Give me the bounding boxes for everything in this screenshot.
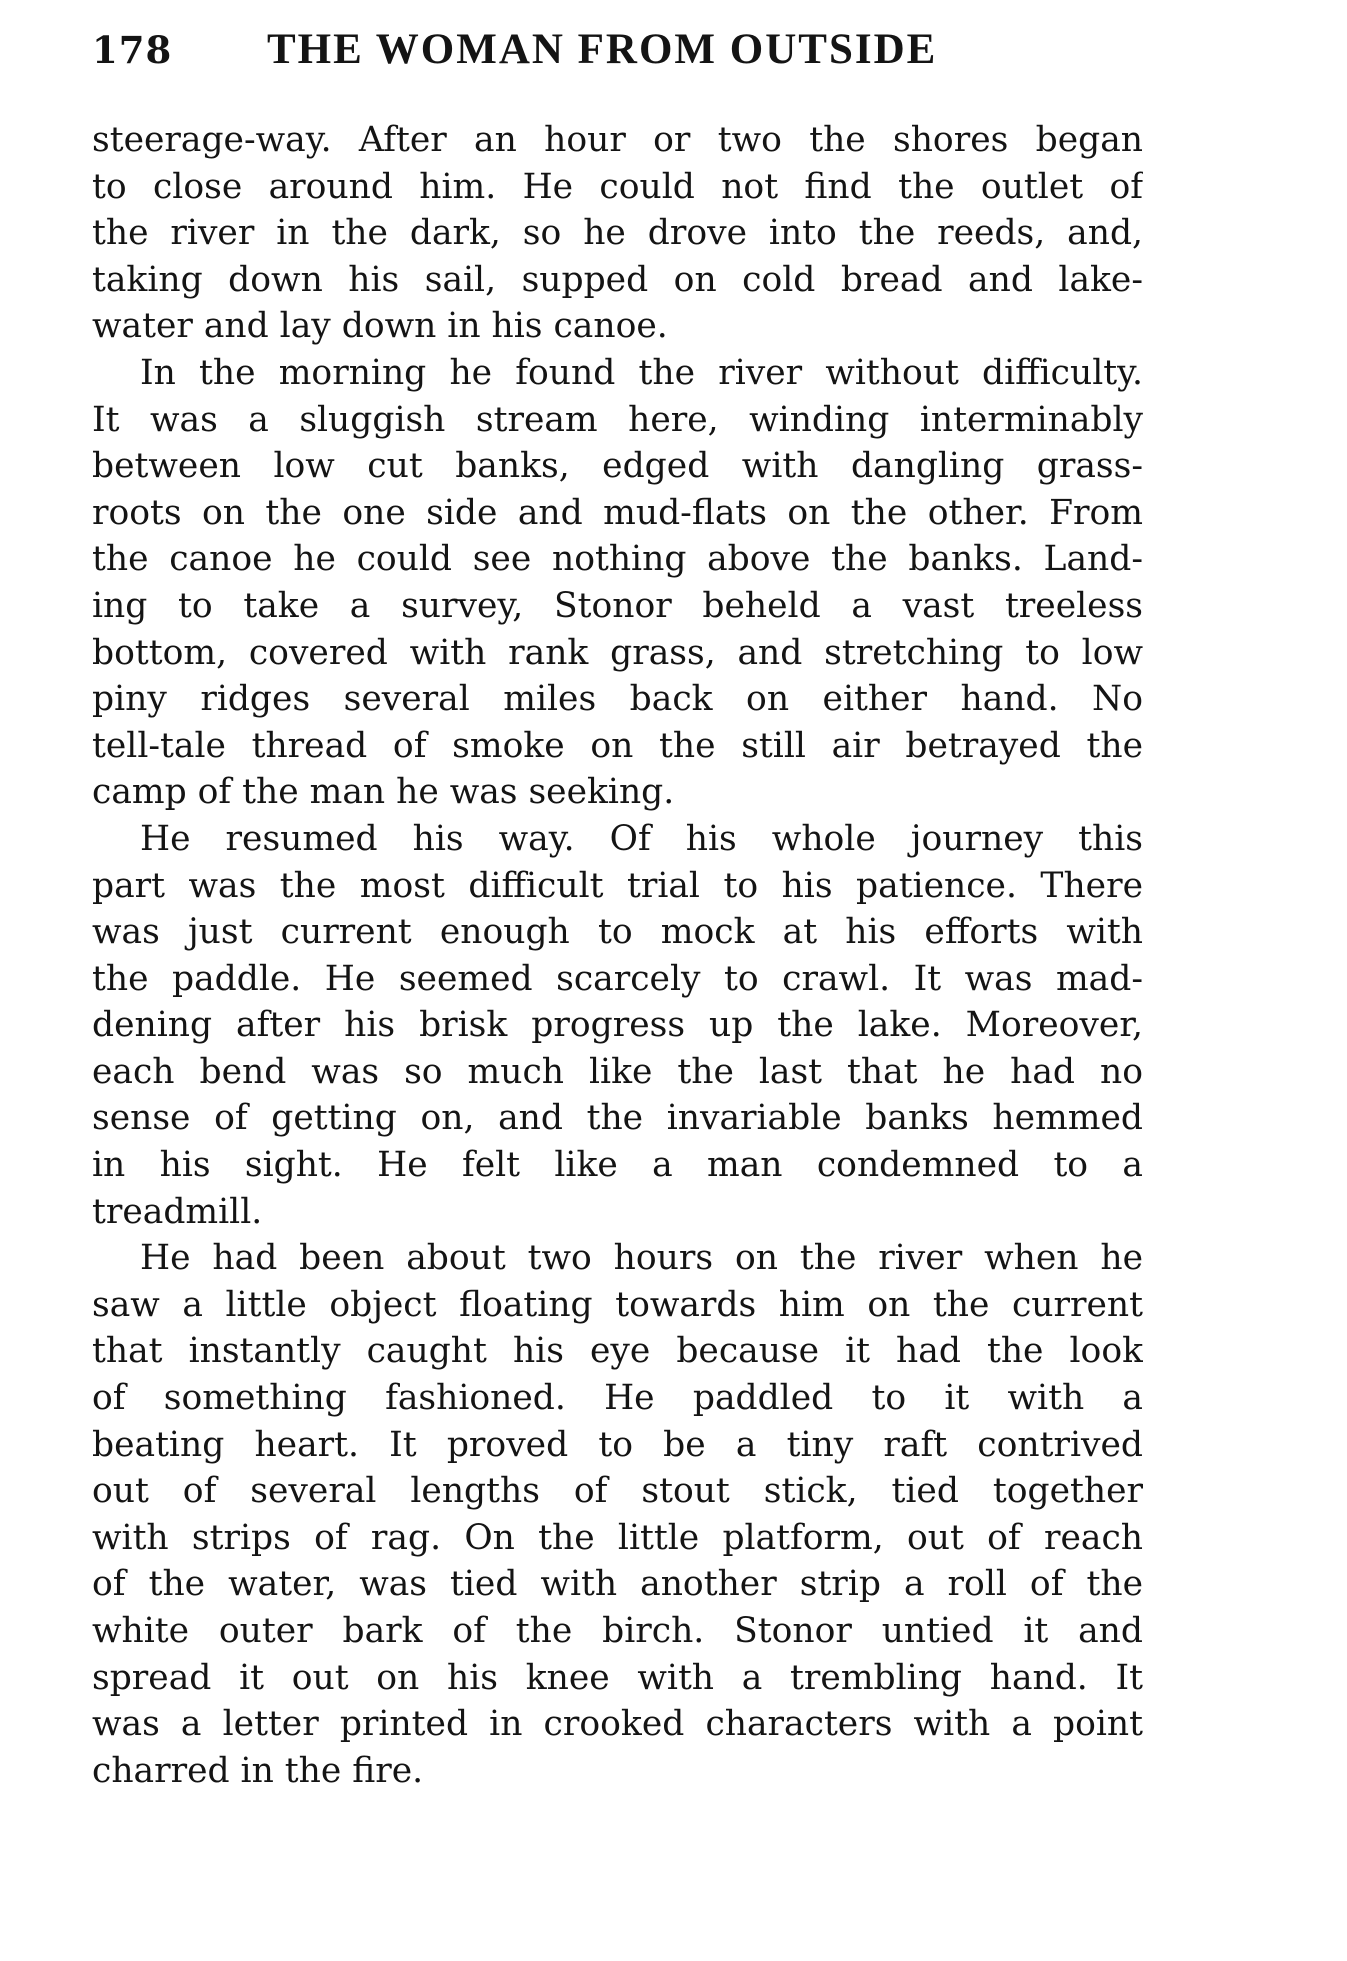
text-line: steerage-way. After an hour or two the shores began xyxy=(92,120,1143,160)
text-line: with strips of rag. On the little platform, out of reach xyxy=(92,1517,1143,1558)
text-line: the river in the dark, so he drove into the reeds, and, xyxy=(92,213,1143,254)
text-line: the paddle. He seemed scarcely to crawl. It was mad- xyxy=(92,958,1143,999)
text-line: piny ridges several miles back on either hand. No xyxy=(92,679,1143,720)
text-line: was just current enough to mock at his efforts with xyxy=(92,912,1143,953)
text-line: of the water, was tied with another strip a roll of the xyxy=(92,1564,1143,1605)
text-line: each bend was so much like the last that he had no xyxy=(92,1051,1143,1092)
text-line: saw a little object floating towards him on the current xyxy=(92,1284,1143,1325)
text-line: dening after his brisk progress up the lake. Moreover, xyxy=(92,1005,1143,1046)
text-line: spread it out on his knee with a trembling hand. It xyxy=(92,1657,1143,1698)
running-head xyxy=(92,20,1152,80)
text-line: water and lay down in his canoe. xyxy=(92,306,668,347)
text-line: part was the most difficult trial to his patience. There xyxy=(92,865,1143,906)
text-line: taking down his sail, supped on cold bread and lake- xyxy=(92,259,1143,300)
text-line: camp of the man he was seeking. xyxy=(92,772,675,813)
text-line: between low cut banks, edged with dangling grass- xyxy=(92,446,1143,487)
body-text xyxy=(92,117,1143,1794)
text-line: bottom, covered with rank grass, and stretching to low xyxy=(92,632,1143,673)
text-line: out of several lengths of stout stick, tied together xyxy=(92,1471,1143,1512)
text-line: of something fashioned. He paddled to it with a xyxy=(92,1378,1143,1419)
text-line: He resumed his way. Of his whole journey this xyxy=(140,818,1143,859)
text-line: beating heart. It proved to be a tiny raft contrived xyxy=(92,1424,1143,1465)
text-line: roots on the one side and mud-flats on the other. From xyxy=(92,492,1143,533)
text-line: the canoe he could see nothing above the banks. Land- xyxy=(92,539,1143,580)
text-line: tell-tale thread of smoke on the still air betrayed the xyxy=(92,725,1143,766)
text-line: In the morning he found the river without difficulty. xyxy=(140,352,1143,393)
text-line: white outer bark of the birch. Stonor untied it and xyxy=(92,1611,1143,1651)
text-line: in his sight. He felt like a man condemned to a xyxy=(92,1145,1143,1186)
text-line: treadmill. xyxy=(92,1191,263,1232)
text-line: It was a sluggish stream here, winding interminably xyxy=(92,399,1143,440)
text-line: charred in the fire. xyxy=(92,1750,424,1791)
text-line: that instantly caught his eye because it had the look xyxy=(92,1331,1143,1372)
text-line: sense of getting on, and the invariable banks hemmed xyxy=(92,1098,1143,1139)
text-line: was a letter printed in crooked characters with a point xyxy=(92,1704,1143,1745)
running-title: THE WOMAN FROM OUTSIDE xyxy=(267,26,938,73)
page-number: 178 xyxy=(92,28,173,72)
text-line: to close around him. He could not find the outlet of xyxy=(92,166,1143,207)
text-line: ing to take a survey, Stonor beheld a vast treeless xyxy=(92,585,1143,626)
text-line: He had been about two hours on the river when he xyxy=(140,1238,1143,1279)
